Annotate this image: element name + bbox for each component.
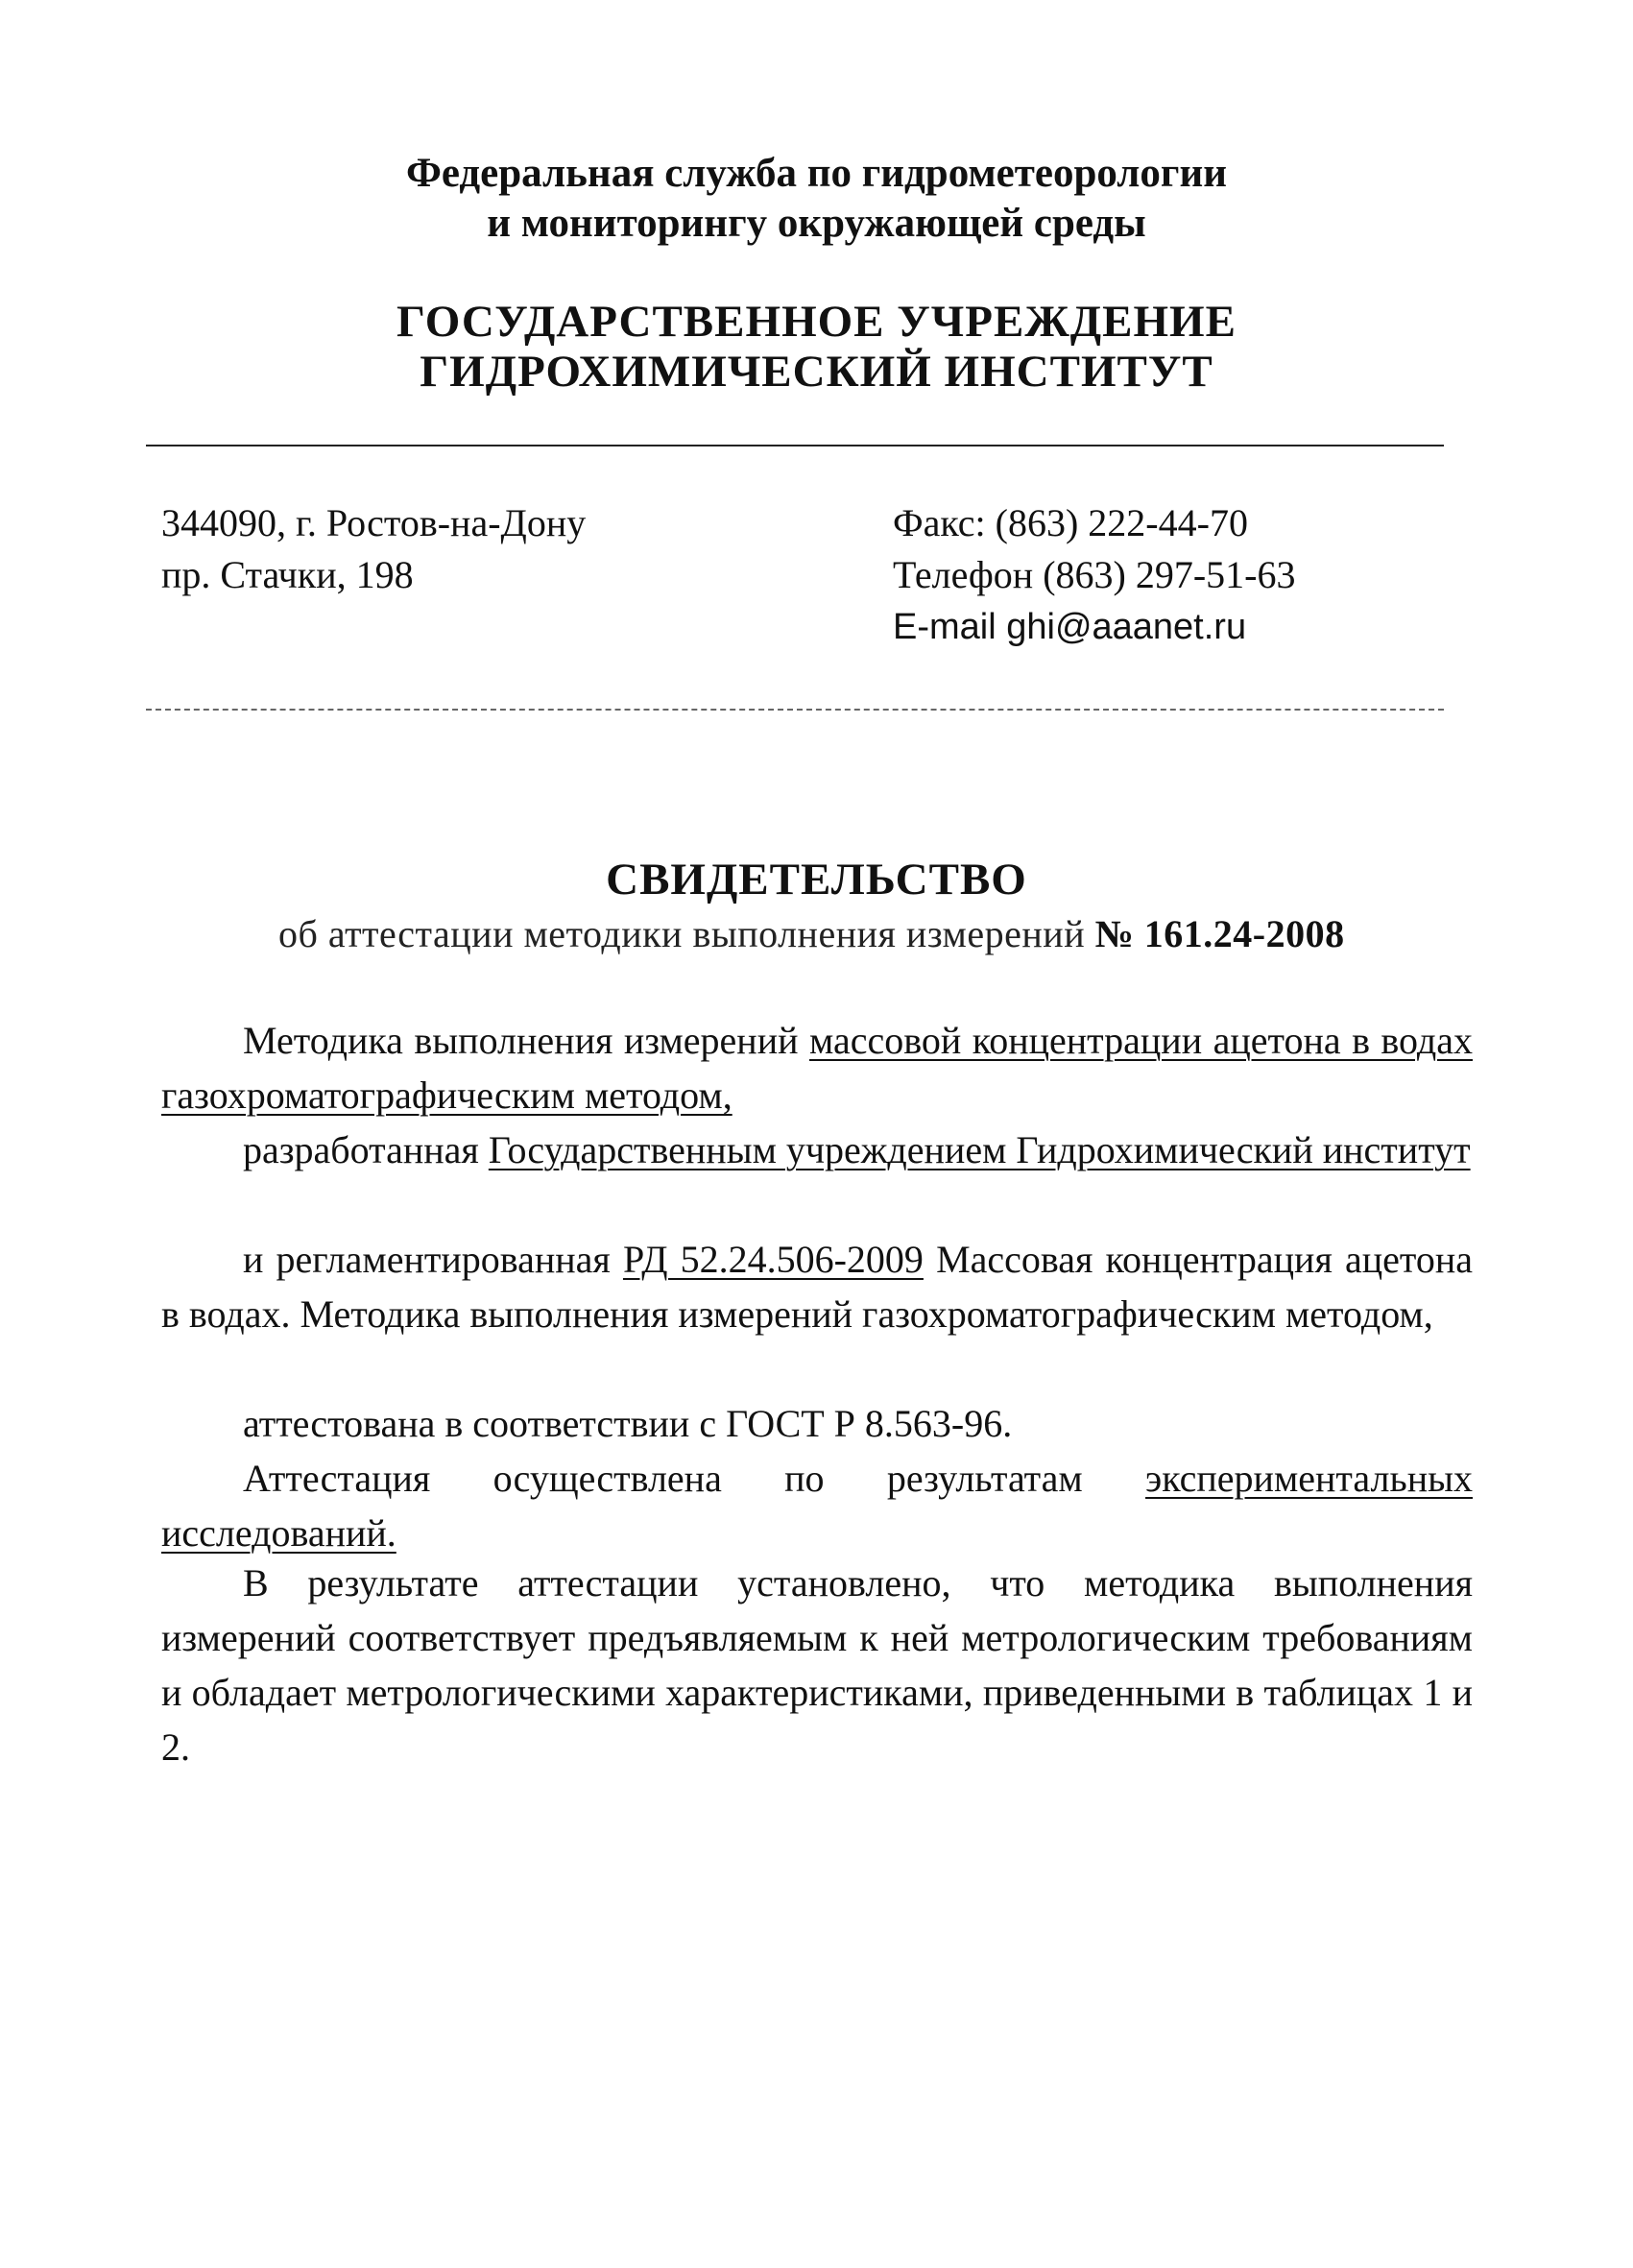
- address-city: 344090, г. Ростов-на-Дону: [161, 501, 587, 544]
- paragraph-method: [161, 1013, 1473, 1122]
- paragraph-certified: аттестована в соответствии с ГОСТ Р 8.563-96.: [243, 1402, 1013, 1445]
- institution-name-line-1: ГОСУДАРСТВЕННОЕ УЧРЕЖДЕНИЕ: [396, 297, 1237, 347]
- paragraph-developer: [161, 1122, 1473, 1177]
- ministry-name-line-1: Федеральная служба по гидрометеорологии: [405, 151, 1228, 196]
- certificate-title: СВИДЕТЕЛЬСТВО: [606, 855, 1027, 905]
- contact-phone: Телефон (863) 297-51-63: [893, 553, 1296, 596]
- paragraph-conclusion: В результате аттестации установлено, что методика выполнения измерений соответствует предъявляемым к ней метрологическим требованиям и обладает метрологическими характеристиками, приведенными в таблицах 1 и 2.: [161, 1561, 1473, 1769]
- certification-basis: экспериментальных исследований.: [161, 1457, 1473, 1555]
- paragraph-regulation-intro: и регламентированная: [243, 1238, 623, 1281]
- paragraph-regulation-rest: Массовая концентрация ацетона в водах. Методика выполнения измерений газохроматографическим методом,: [161, 1238, 1474, 1336]
- ministry-name-line-2: и мониторингу окружающей среды: [487, 201, 1146, 246]
- regulation-document: РД 52.24.506-2009: [622, 1238, 924, 1281]
- header-divider: [146, 445, 1444, 446]
- developer-name: Государственным учреждением Гидрохимический институт: [488, 1128, 1471, 1171]
- method-subject: массовой концентрации ацетона в водах газохроматографическим методом,: [161, 1019, 1473, 1117]
- certificate-subtitle: [278, 910, 1345, 958]
- address-divider: [146, 709, 1444, 711]
- paragraph-method-intro: Методика выполнения измерений: [243, 1019, 809, 1062]
- contact-email: E-mail ghi@aaanet.ru: [893, 607, 1247, 647]
- contact-fax: Факс: (863) 222-44-70: [893, 501, 1248, 544]
- institution-name-line-2: ГИДРОХИМИЧЕСКИЙ ИНСТИТУТ: [420, 347, 1213, 397]
- certificate-number: № 161.24-2008: [1094, 912, 1345, 955]
- address-street: пр. Стачки, 198: [161, 553, 414, 596]
- paragraph-basis-intro: Аттестация осуществлена по результатам: [243, 1457, 1146, 1500]
- paragraph-developer-intro: разработанная: [243, 1128, 489, 1171]
- paragraph-regulation: [161, 1232, 1473, 1341]
- paragraph-basis: [161, 1451, 1473, 1560]
- certificate-subtitle-text: об аттестации методики выполнения измерений: [278, 912, 1095, 955]
